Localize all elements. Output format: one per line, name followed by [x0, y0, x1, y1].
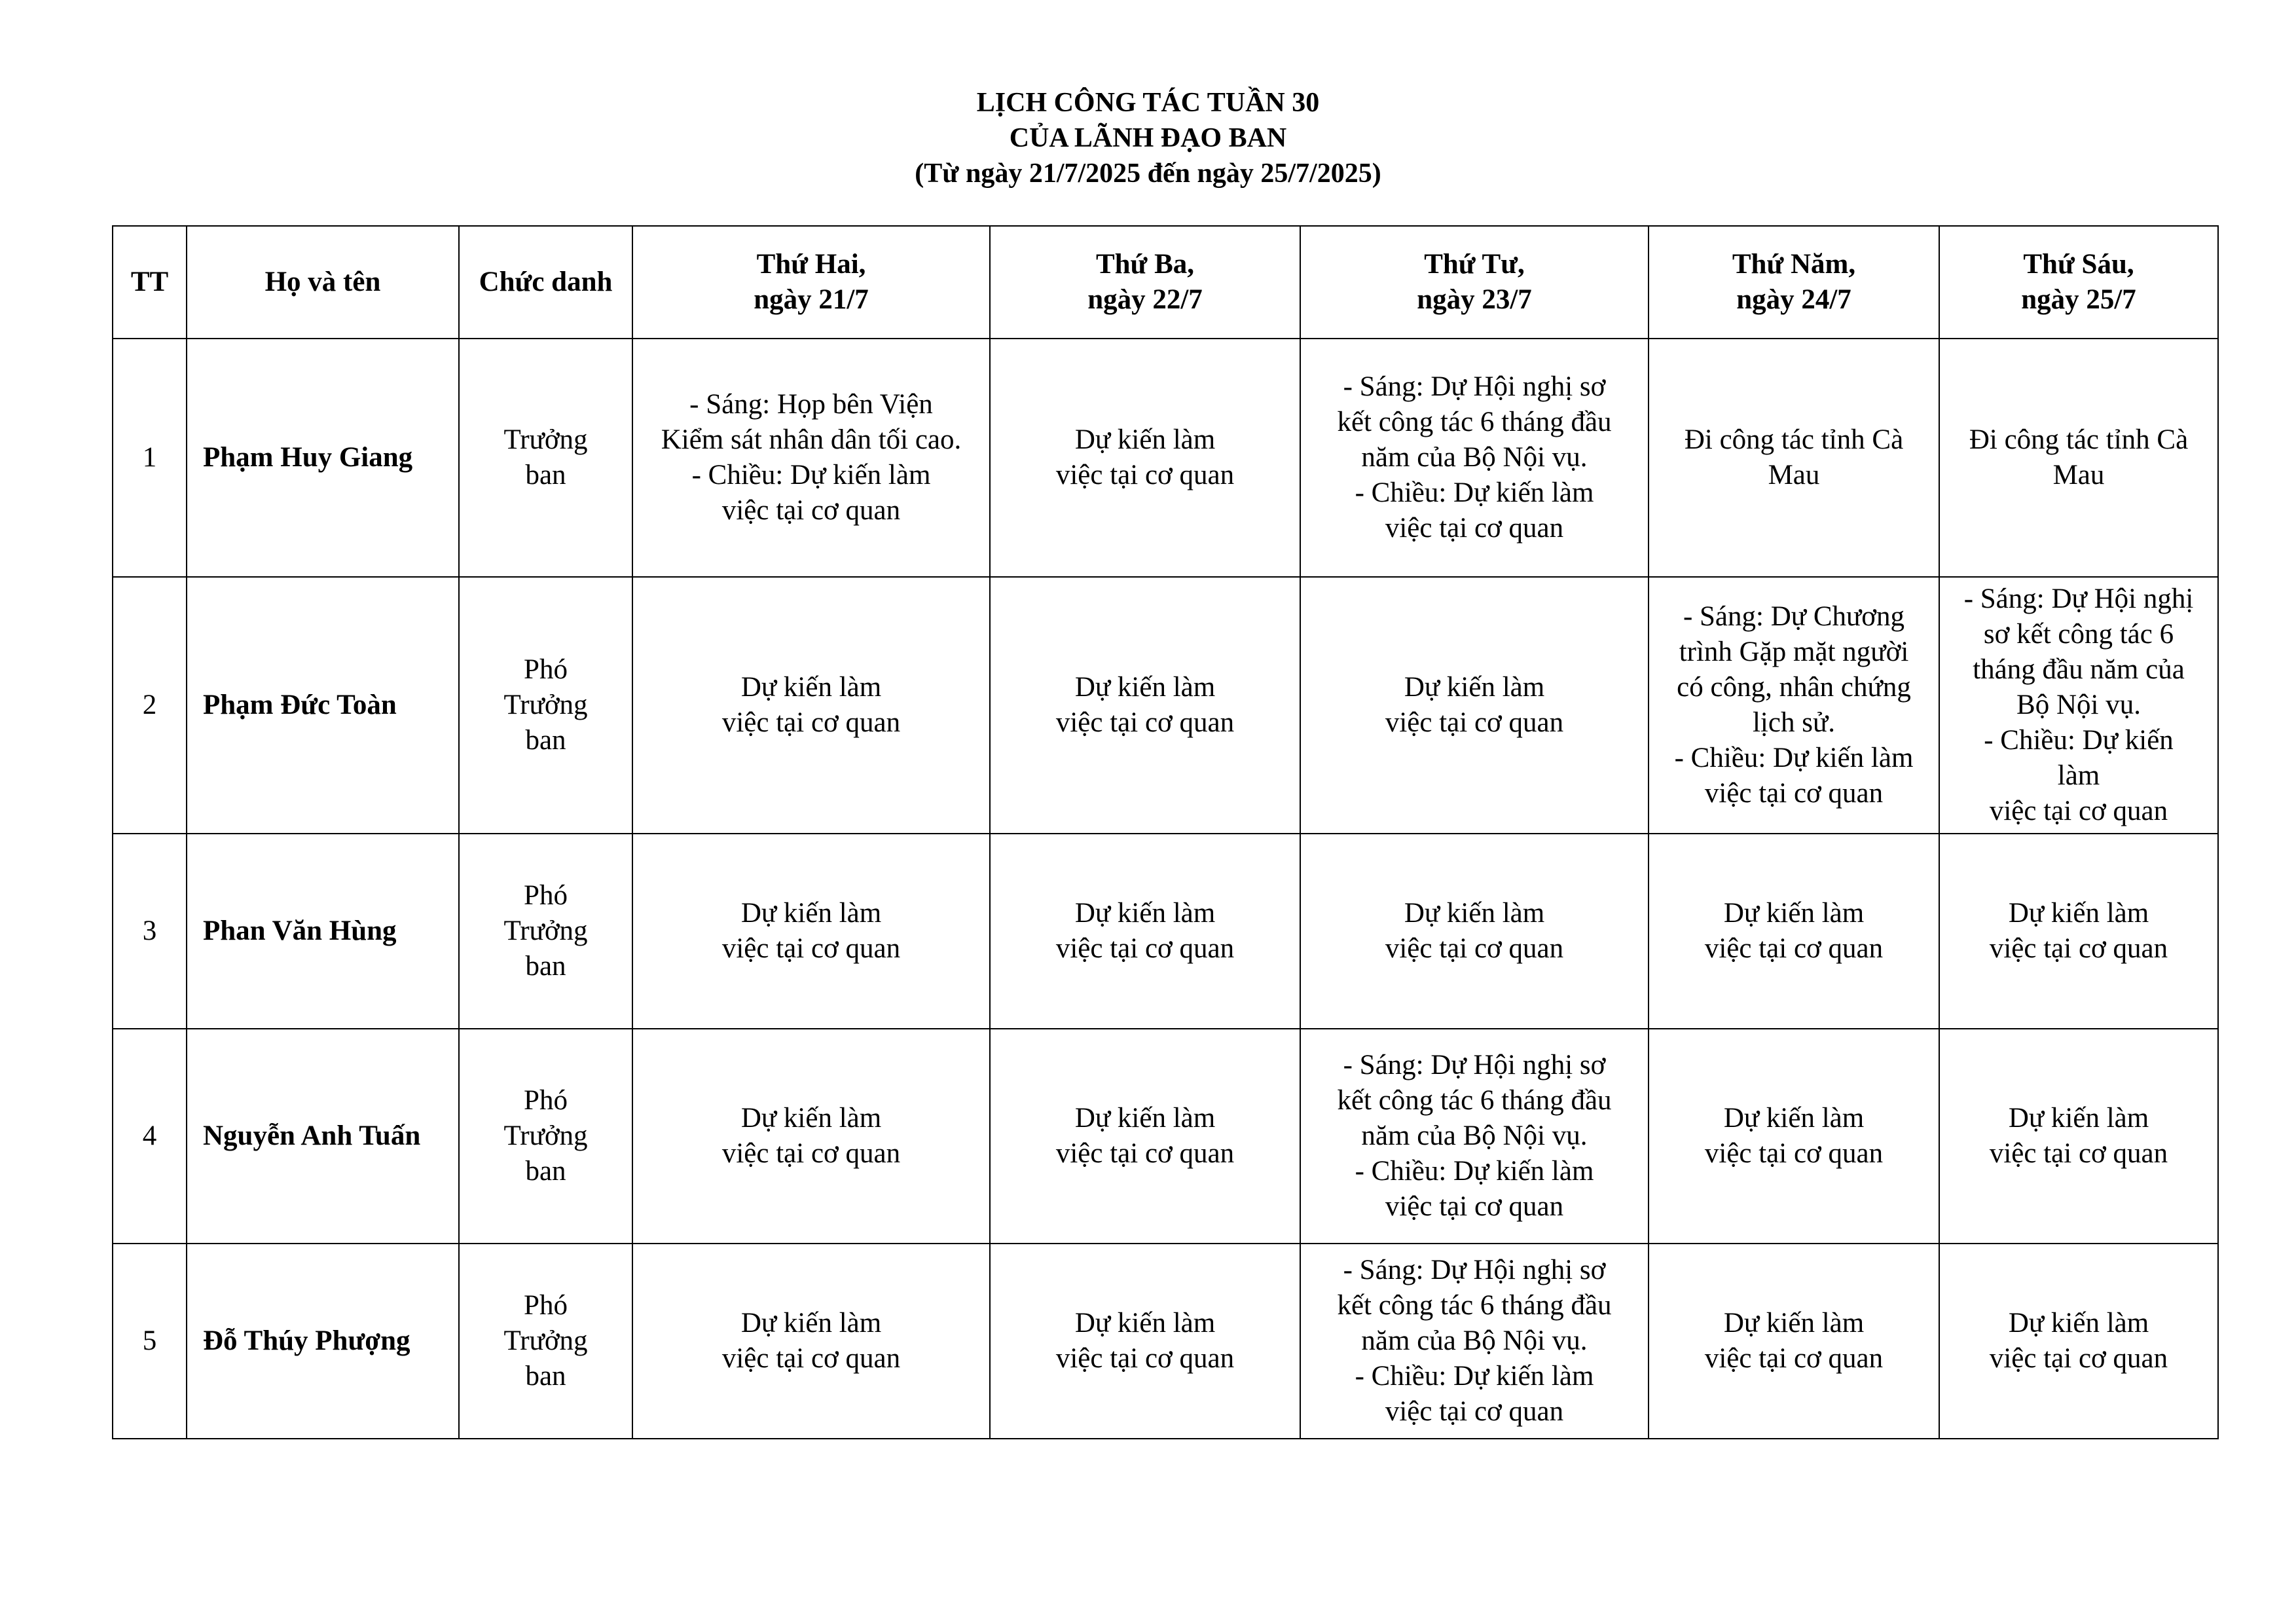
schedule-line: việc tại cơ quan: [1704, 778, 1884, 809]
schedule-line: - Sáng: Dự Hội nghị: [1963, 583, 2194, 614]
schedule-line: Dự kiến làm: [1723, 1103, 1865, 1134]
schedule-cell: [632, 1244, 990, 1439]
position-title: [459, 834, 632, 1029]
schedule-line: việc tại cơ quan: [1055, 707, 1235, 738]
title-line: Trưởng: [503, 690, 588, 720]
title-line: Trưởng: [503, 1120, 588, 1151]
schedule-line: có công, nhân chứng: [1677, 672, 1911, 703]
schedule-line: năm của Bộ Nội vụ.: [1361, 442, 1588, 473]
schedule-line: Dự kiến làm: [2008, 898, 2149, 929]
schedule-line: tháng đầu năm của: [1973, 654, 2185, 685]
schedule-line: Mau: [1768, 460, 1820, 490]
schedule-line: việc tại cơ quan: [1055, 1138, 1235, 1169]
schedule-line: Dự kiến làm: [2008, 1308, 2149, 1338]
title-line: Trưởng: [503, 424, 588, 455]
row-number: 1: [113, 339, 187, 577]
schedule-line: - Chiều: Dự kiến: [1984, 725, 2174, 756]
schedule-line: Dự kiến làm: [1404, 898, 1545, 929]
schedule-line: - Sáng: Dự Hội nghị sơ: [1343, 1050, 1606, 1080]
schedule-line: việc tại cơ quan: [1055, 933, 1235, 964]
schedule-cell: [1300, 339, 1649, 577]
schedule-line: Dự kiến làm: [1723, 1308, 1865, 1338]
person-name: Đỗ Thúy Phượng: [187, 1244, 459, 1439]
schedule-line: Dự kiến làm: [1723, 898, 1865, 929]
title-line: Phó: [524, 880, 568, 911]
day-name: Thứ Tư,: [1424, 249, 1525, 280]
schedule-line: Dự kiến làm: [2008, 1103, 2149, 1134]
row-number: 5: [113, 1244, 187, 1439]
title-line: ban: [525, 725, 566, 756]
schedule-line: làm: [2057, 760, 2100, 791]
schedule-cell: [990, 1244, 1300, 1439]
title-line: Trưởng: [503, 915, 588, 946]
schedule-line: Dự kiến làm: [740, 1103, 882, 1134]
schedule-cell: [1939, 1029, 2218, 1244]
schedule-line: kết công tác 6 tháng đầu: [1337, 1085, 1612, 1116]
title-line: ban: [525, 1361, 566, 1392]
row-number: 3: [113, 834, 187, 1029]
schedule-line: việc tại cơ quan: [1385, 707, 1564, 738]
day-name: Thứ Sáu,: [2023, 249, 2134, 280]
schedule-line: Dự kiến làm: [740, 1308, 882, 1338]
schedule-line: Dự kiến làm: [740, 898, 882, 929]
table-row: [113, 577, 2218, 834]
schedule-line: kết công tác 6 tháng đầu: [1337, 407, 1612, 437]
schedule-cell: [990, 577, 1300, 834]
day-name: Thứ Hai,: [756, 249, 866, 280]
person-name: Phạm Huy Giang: [187, 339, 459, 577]
schedule-cell: [1939, 1244, 2218, 1439]
schedule-cell: [1649, 577, 1939, 834]
schedule-line: Kiểm sát nhân dân tối cao.: [661, 424, 962, 455]
schedule-cell: [1649, 1244, 1939, 1439]
schedule-line: việc tại cơ quan: [1385, 513, 1564, 544]
document-subtitle: CỦA LÃNH ĐẠO BAN: [1009, 123, 1287, 153]
col-header-name: Họ và tên: [187, 226, 459, 339]
title-line: Phó: [524, 1085, 568, 1116]
schedule-cell: [632, 339, 990, 577]
schedule-cell: [1649, 339, 1939, 577]
day-name: Thứ Năm,: [1732, 249, 1856, 280]
schedule-line: Dự kiến làm: [1074, 672, 1216, 703]
schedule-cell: [1649, 834, 1939, 1029]
title-line: Trưởng: [503, 1325, 588, 1356]
schedule-line: việc tại cơ quan: [1385, 933, 1564, 964]
col-header-day: [632, 226, 990, 339]
schedule-line: Dự kiến làm: [1404, 672, 1545, 703]
schedule-cell: [1300, 577, 1649, 834]
schedule-cell: [1939, 339, 2218, 577]
schedule-line: lịch sử.: [1752, 707, 1836, 738]
header-row: [113, 226, 2218, 339]
person-name: Phạm Đức Toàn: [187, 577, 459, 834]
schedule-cell: [1939, 577, 2218, 834]
schedule-line: việc tại cơ quan: [1989, 1138, 2168, 1169]
schedule-line: năm của Bộ Nội vụ.: [1361, 1120, 1588, 1151]
schedule-line: trình Gặp mặt người: [1679, 637, 1909, 667]
schedule-table: [112, 225, 2219, 1439]
schedule-cell: [1649, 1029, 1939, 1244]
schedule-line: Dự kiến làm: [1074, 1308, 1216, 1338]
schedule-line: việc tại cơ quan: [1385, 1396, 1564, 1427]
schedule-line: - Chiều: Dự kiến làm: [691, 460, 931, 490]
date-range: (Từ ngày 21/7/2025 đến ngày 25/7/2025): [915, 158, 1381, 189]
schedule-line: Đi công tác tỉnh Cà: [1969, 424, 2189, 455]
title-line: Phó: [524, 654, 568, 685]
position-title: [459, 1029, 632, 1244]
day-date: ngày 23/7: [1417, 284, 1532, 315]
schedule-line: - Chiều: Dự kiến làm: [1674, 743, 1914, 773]
schedule-line: - Sáng: Dự Hội nghị sơ: [1343, 371, 1606, 402]
schedule-line: sơ kết công tác 6: [1983, 619, 2174, 650]
title-line: Phó: [524, 1290, 568, 1321]
table-body: [113, 339, 2218, 1439]
schedule-line: việc tại cơ quan: [1989, 1343, 2168, 1374]
title-line: ban: [525, 460, 566, 490]
schedule-line: - Sáng: Dự Chương: [1683, 601, 1905, 632]
schedule-line: việc tại cơ quan: [1704, 933, 1884, 964]
day-date: ngày 22/7: [1087, 284, 1203, 315]
position-title: [459, 339, 632, 577]
schedule-line: việc tại cơ quan: [721, 933, 901, 964]
day-date: ngày 25/7: [2021, 284, 2136, 315]
schedule-line: năm của Bộ Nội vụ.: [1361, 1325, 1588, 1356]
schedule-line: Bộ Nội vụ.: [2016, 690, 2141, 720]
schedule-line: Dự kiến làm: [740, 672, 882, 703]
col-header-day: [1649, 226, 1939, 339]
col-header-title: Chức danh: [459, 226, 632, 339]
schedule-cell: [632, 577, 990, 834]
schedule-line: - Chiều: Dự kiến làm: [1355, 1156, 1594, 1187]
schedule-line: Đi công tác tỉnh Cà: [1684, 424, 1904, 455]
day-name: Thứ Ba,: [1095, 249, 1195, 280]
schedule-line: - Chiều: Dự kiến làm: [1355, 1361, 1594, 1392]
schedule-line: việc tại cơ quan: [721, 707, 901, 738]
document-header: [0, 85, 2296, 191]
schedule-line: việc tại cơ quan: [1989, 933, 2168, 964]
person-name: Nguyễn Anh Tuấn: [187, 1029, 459, 1244]
schedule-line: việc tại cơ quan: [1055, 1343, 1235, 1374]
position-title: [459, 1244, 632, 1439]
schedule-cell: [1300, 1244, 1649, 1439]
schedule-line: việc tại cơ quan: [1055, 460, 1235, 490]
col-header-day: [1300, 226, 1649, 339]
schedule-line: Dự kiến làm: [1074, 898, 1216, 929]
schedule-line: việc tại cơ quan: [1704, 1138, 1884, 1169]
position-title: [459, 577, 632, 834]
schedule-cell: [1300, 1029, 1649, 1244]
col-header-day: [990, 226, 1300, 339]
schedule-cell: [990, 1029, 1300, 1244]
schedule-cell: [990, 339, 1300, 577]
title-line: ban: [525, 1156, 566, 1187]
schedule-cell: [990, 834, 1300, 1029]
table-row: [113, 1029, 2218, 1244]
schedule-line: - Chiều: Dự kiến làm: [1355, 477, 1594, 508]
day-date: ngày 24/7: [1736, 284, 1851, 315]
schedule-line: - Sáng: Họp bên Viện: [689, 389, 933, 420]
person-name: Phan Văn Hùng: [187, 834, 459, 1029]
col-header-day: [1939, 226, 2218, 339]
schedule-line: việc tại cơ quan: [721, 495, 901, 526]
row-number: 2: [113, 577, 187, 834]
row-number: 4: [113, 1029, 187, 1244]
schedule-line: kết công tác 6 tháng đầu: [1337, 1290, 1612, 1321]
schedule-line: việc tại cơ quan: [1704, 1343, 1884, 1374]
table-row: [113, 1244, 2218, 1439]
schedule-line: Dự kiến làm: [1074, 424, 1216, 455]
document-title: LỊCH CÔNG TÁC TUẦN 30: [976, 88, 1320, 118]
schedule-line: Mau: [2052, 460, 2105, 490]
col-header-tt: TT: [113, 226, 187, 339]
title-line: ban: [525, 951, 566, 982]
schedule-cell: [632, 834, 990, 1029]
schedule-line: - Sáng: Dự Hội nghị sơ: [1343, 1255, 1606, 1285]
schedule-line: Dự kiến làm: [1074, 1103, 1216, 1134]
schedule-cell: [1939, 834, 2218, 1029]
day-date: ngày 21/7: [754, 284, 869, 315]
table-row: [113, 834, 2218, 1029]
table-row: [113, 339, 2218, 577]
schedule-line: việc tại cơ quan: [1385, 1191, 1564, 1222]
schedule-line: việc tại cơ quan: [721, 1138, 901, 1169]
schedule-cell: [1300, 834, 1649, 1029]
schedule-cell: [632, 1029, 990, 1244]
schedule-line: việc tại cơ quan: [721, 1343, 901, 1374]
schedule-line: việc tại cơ quan: [1989, 796, 2168, 826]
